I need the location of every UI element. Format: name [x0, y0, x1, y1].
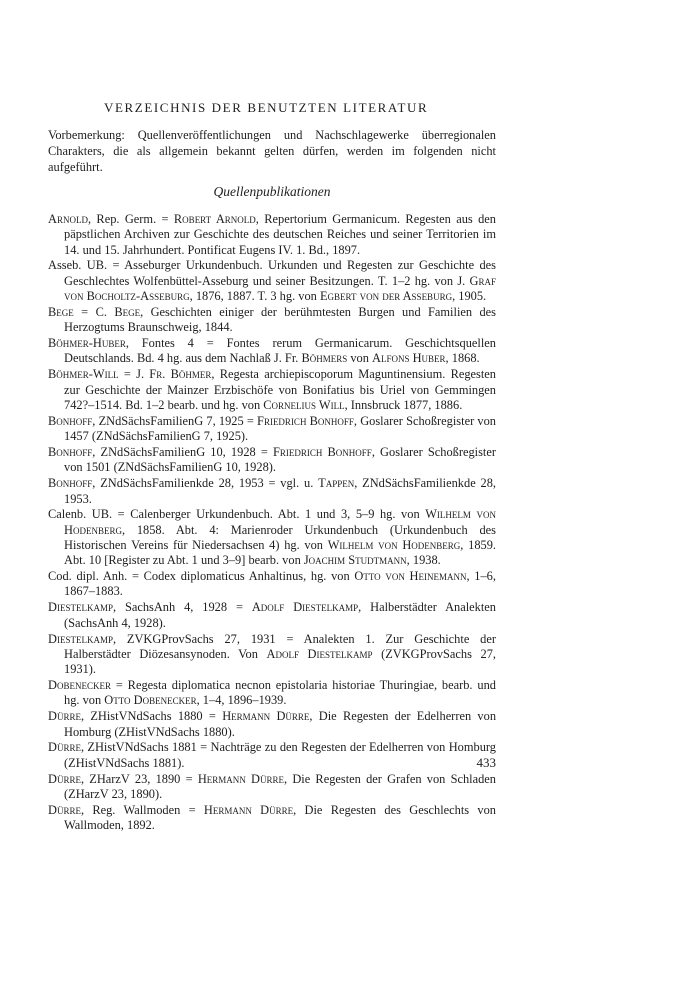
bibliography-entry: Arnold, Rep. Germ. = Robert Arnold, Repertorium Germanicum. Regesten aus den päpstlichen Archiven zur Geschichte des deutschen Reiches und seiner Territorien im 14. und 15. Jahrhundert. Pontificat Eugens IV. 1. Bd., 1897.	[48, 212, 497, 257]
bibliography-entry: Bonhoff, ZNdSächsFamilienG 7, 1925 = Friedrich Bonhoff, Goslarer Schoßregister von 1457 (ZNdSächsFamilienG 7, 1925).	[48, 413, 496, 444]
bibliography-entry: Dürre, ZHarzV 23, 1890 = Hermann Dürre, Die Regesten der Grafen von Schladen (ZHarzV 23, 1890).	[48, 771, 497, 801]
bibliography-entry: Dürre, Reg. Wallmoden = Hermann Dürre, Die Regesten des Geschlechts von Wallmoden, 1892.	[48, 802, 496, 833]
bibliography-list	[48, 212, 496, 834]
section-heading: Quellenpublikationen	[213, 184, 331, 199]
preliminary-note: Vorbemerkung: Quellenveröffentlichungen und Nachschlagewerke überregionalen Charakters, die als allgemein bekannt gelten dürfen, werden im folgenden nicht aufgeführt.	[48, 128, 496, 174]
bibliography-entry: Asseb. UB. = Asseburger Urkundenbuch. Urkunden und Regesten zur Geschichte des Geschlechtes Wolfenbüttel-Asseburg und seiner Besitzungen. T. 1–2 hg. von J. Graf von Bocholtz-Asseburg, 1876, 1887. T. 3 hg. von Egbert von der Asseburg, 1905.	[48, 258, 496, 304]
bibliography-entry: Cod. dipl. Anh. = Codex diplomaticus Anhaltinus, hg. von Otto von Heinemann, 1–6, 1867–1883.	[48, 569, 496, 599]
bibliography-entry: Bonhoff, ZNdSächsFamilienkde 28, 1953 = vgl. u. Tappen, ZNdSächsFamilienkde 28, 1953.	[48, 476, 496, 506]
bibliography-entry: Dürre, ZHistVNdSachs 1881 = Nachträge zu den Regesten der Edelherren von Homburg (ZHistVNdSachs 1881).	[48, 740, 496, 770]
bibliography-entry: Bege = C. Bege, Geschichten einiger der berühmtesten Burgen und Familien des Herzogtums Braunschweig, 1844.	[48, 304, 496, 335]
bibliography-entry: Diestelkamp, SachsAnh 4, 1928 = Adolf Diestelkamp, Halberstädter Analekten (SachsAnh 4, 1928).	[48, 600, 496, 630]
bibliography-entry: Dobenecker = Regesta diplomatica necnon epistolaria historiae Thuringiae, bearb. und hg. von Otto Dobenecker, 1–4, 1896–1939.	[48, 678, 496, 708]
bibliography-entry: Dürre, ZHistVNdSachs 1880 = Hermann Dürre, Die Regesten der Edelherren von Homburg (ZHistVNdSachs 1880).	[48, 709, 497, 739]
bibliography-entry: Böhmer-Huber, Fontes 4 = Fontes rerum Germanicarum. Geschichtsquellen Deutschlands. Bd. 4 hg. aus dem Nachlaß J. Fr. Böhmers von Alfons Huber, 1868.	[48, 336, 496, 366]
page-title: VERZEICHNIS DER BENUTZTEN LITERATUR	[104, 100, 429, 115]
bibliography-entry: Calenb. UB. = Calenberger Urkundenbuch. Abt. 1 und 3, 5–9 hg. von Wilhelm von Hodenberg, 1858. Abt. 4: Marienroder Urkundenbuch (Urkundenbuch des Historischen Vereins für Niedersachsen 4) hg. von Wilhelm von Hodenberg, 1859. Abt. 10 [Register zu Abt. 1 und 3–9] bearb. von Joachim Studtmann, 1938.	[48, 507, 496, 568]
bibliography-entry: Diestelkamp, ZVKGProvSachs 27, 1931 = Analekten 1. Zur Geschichte der Halberstädter Diözesansynoden. Von Adolf Diestelkamp (ZVKGProvSachs 27, 1931).	[48, 631, 496, 677]
page-number: 433	[476, 755, 496, 770]
bibliography-entry: Böhmer-Will = J. Fr. Böhmer, Regesta archiepiscoporum Maguntinensium. Regesten zur Geschichte der Mainzer Erzbischöfe von Bonifatius bis Uriel von Gemmingen 742?–1514. Bd. 1–2 bearb. und hg. von Cornelius Will, Innsbruck 1877, 1886.	[48, 367, 496, 412]
bibliography-entry: Bonhoff, ZNdSächsFamilienG 10, 1928 = Friedrich Bonhoff, Goslarer Schoßregister von 1501 (ZNdSächsFamilienG 10, 1928).	[48, 445, 496, 475]
